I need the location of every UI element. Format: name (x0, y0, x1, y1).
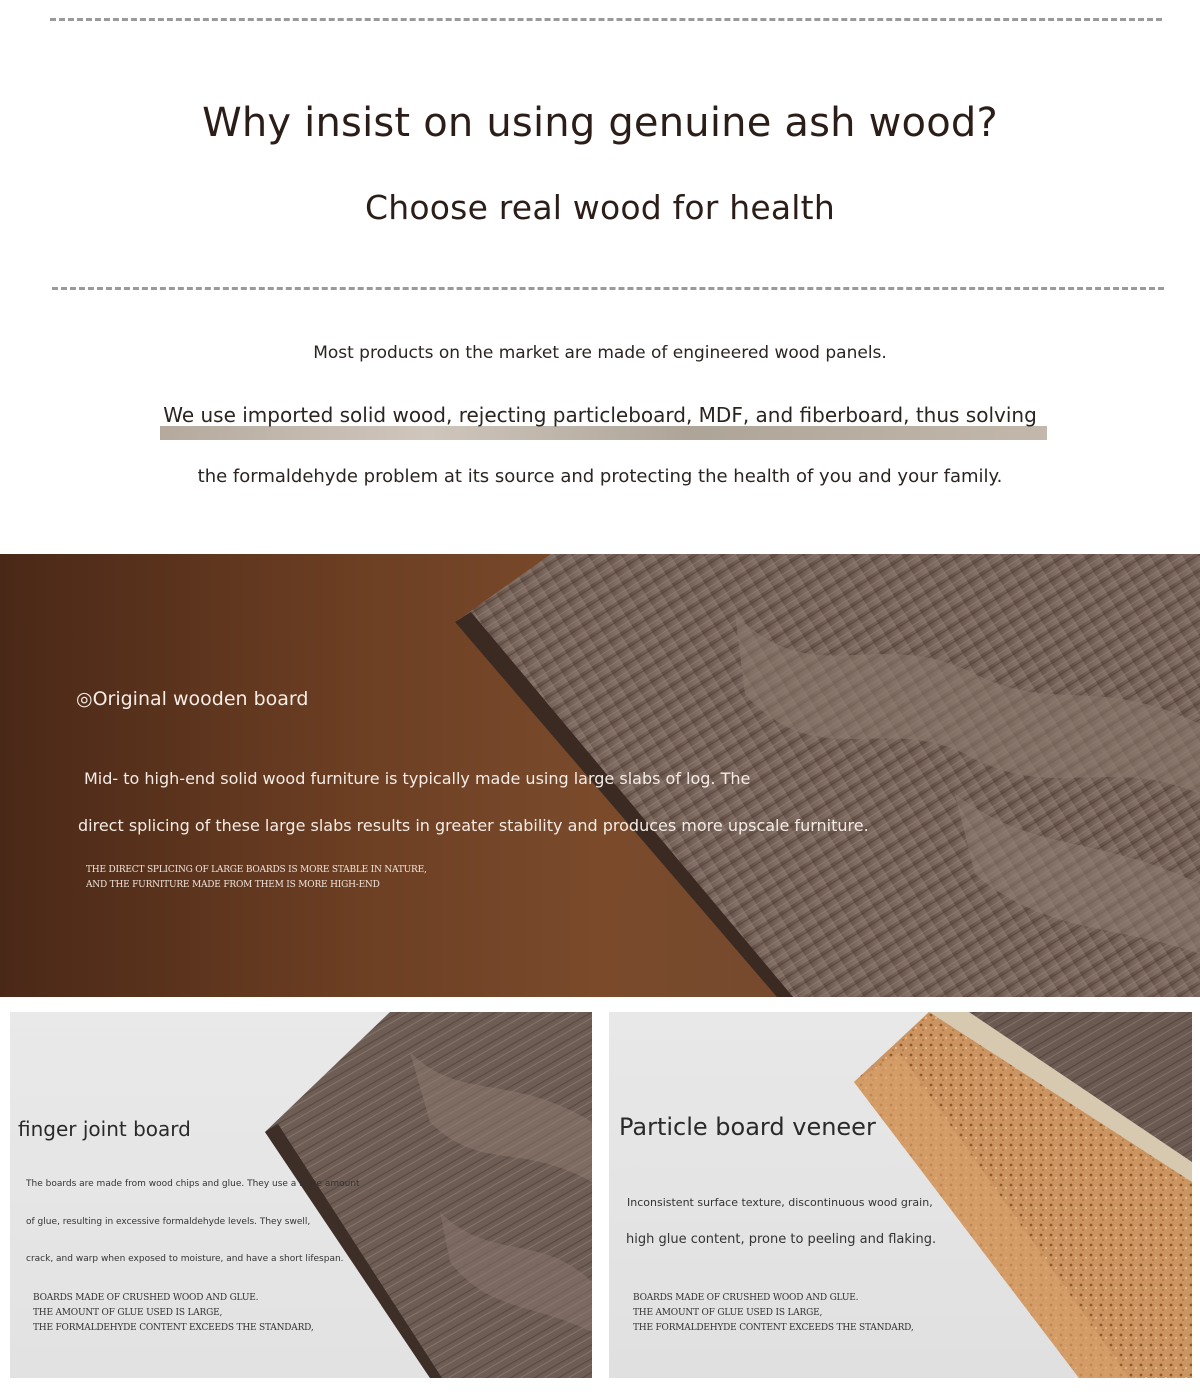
particle-board-body-2: high glue content, prone to peeling and flaking. (626, 1232, 937, 1247)
original-board-banner (0, 554, 1200, 997)
particle-board-caption-2: THE AMOUNT OF GLUE USED IS LARGE, (633, 1308, 823, 1318)
particle-board-title: Particle board veneer (619, 1113, 876, 1141)
intro-line-1: Most products on the market are made of engineered wood panels. (313, 343, 887, 363)
original-board-paragraph-1: Mid- to high-end solid wood furniture is typically made using large slabs of log. The (84, 769, 751, 788)
finger-joint-panel (10, 1012, 592, 1378)
intro-line-3: the formaldehyde problem at its source and protecting the health of you and your family. (197, 466, 1003, 487)
page-subtitle: Choose real wood for health (365, 188, 835, 227)
finger-joint-caption-1: BOARDS MADE OF CRUSHED WOOD AND GLUE. (33, 1293, 259, 1303)
particle-board-panel (609, 1012, 1192, 1378)
middle-dashed-divider (52, 287, 1164, 290)
finger-joint-body-3: crack, and warp when exposed to moisture, and have a short lifespan. (26, 1254, 344, 1264)
original-board-caption-1: THE DIRECT SPLICING OF LARGE BOARDS IS MORE STABLE IN NATURE, (86, 865, 427, 875)
intro-line-2: We use imported solid wood, rejecting particleboard, MDF, and fiberboard, thus solving (163, 403, 1037, 427)
particle-board-caption-1: BOARDS MADE OF CRUSHED WOOD AND GLUE. (633, 1293, 859, 1303)
particle-board-caption-3: THE FORMALDEHYDE CONTENT EXCEEDS THE STANDARD, (633, 1323, 914, 1333)
intro-highlight-strip (160, 426, 1047, 440)
page-title: Why insist on using genuine ash wood? (202, 100, 998, 146)
original-board-caption-2: AND THE FURNITURE MADE FROM THEM IS MORE HIGH-END (86, 880, 380, 890)
particle-board-body-1: Inconsistent surface texture, discontinuous wood grain, (627, 1196, 933, 1209)
finger-joint-body-1: The boards are made from wood chips and glue. They use a large amount (26, 1179, 360, 1189)
original-board-title: ◎Original wooden board (76, 688, 309, 710)
finger-joint-caption-3: THE FORMALDEHYDE CONTENT EXCEEDS THE STANDARD, (33, 1323, 314, 1333)
finger-joint-title: finger joint board (18, 1117, 191, 1141)
original-board-paragraph-2: direct splicing of these large slabs results in greater stability and produces more upscale furniture. (78, 816, 869, 835)
top-dashed-divider (50, 18, 1162, 21)
finger-joint-caption-2: THE AMOUNT OF GLUE USED IS LARGE, (33, 1308, 223, 1318)
finger-joint-body-2: of glue, resulting in excessive formaldehyde levels. They swell, (26, 1217, 311, 1227)
